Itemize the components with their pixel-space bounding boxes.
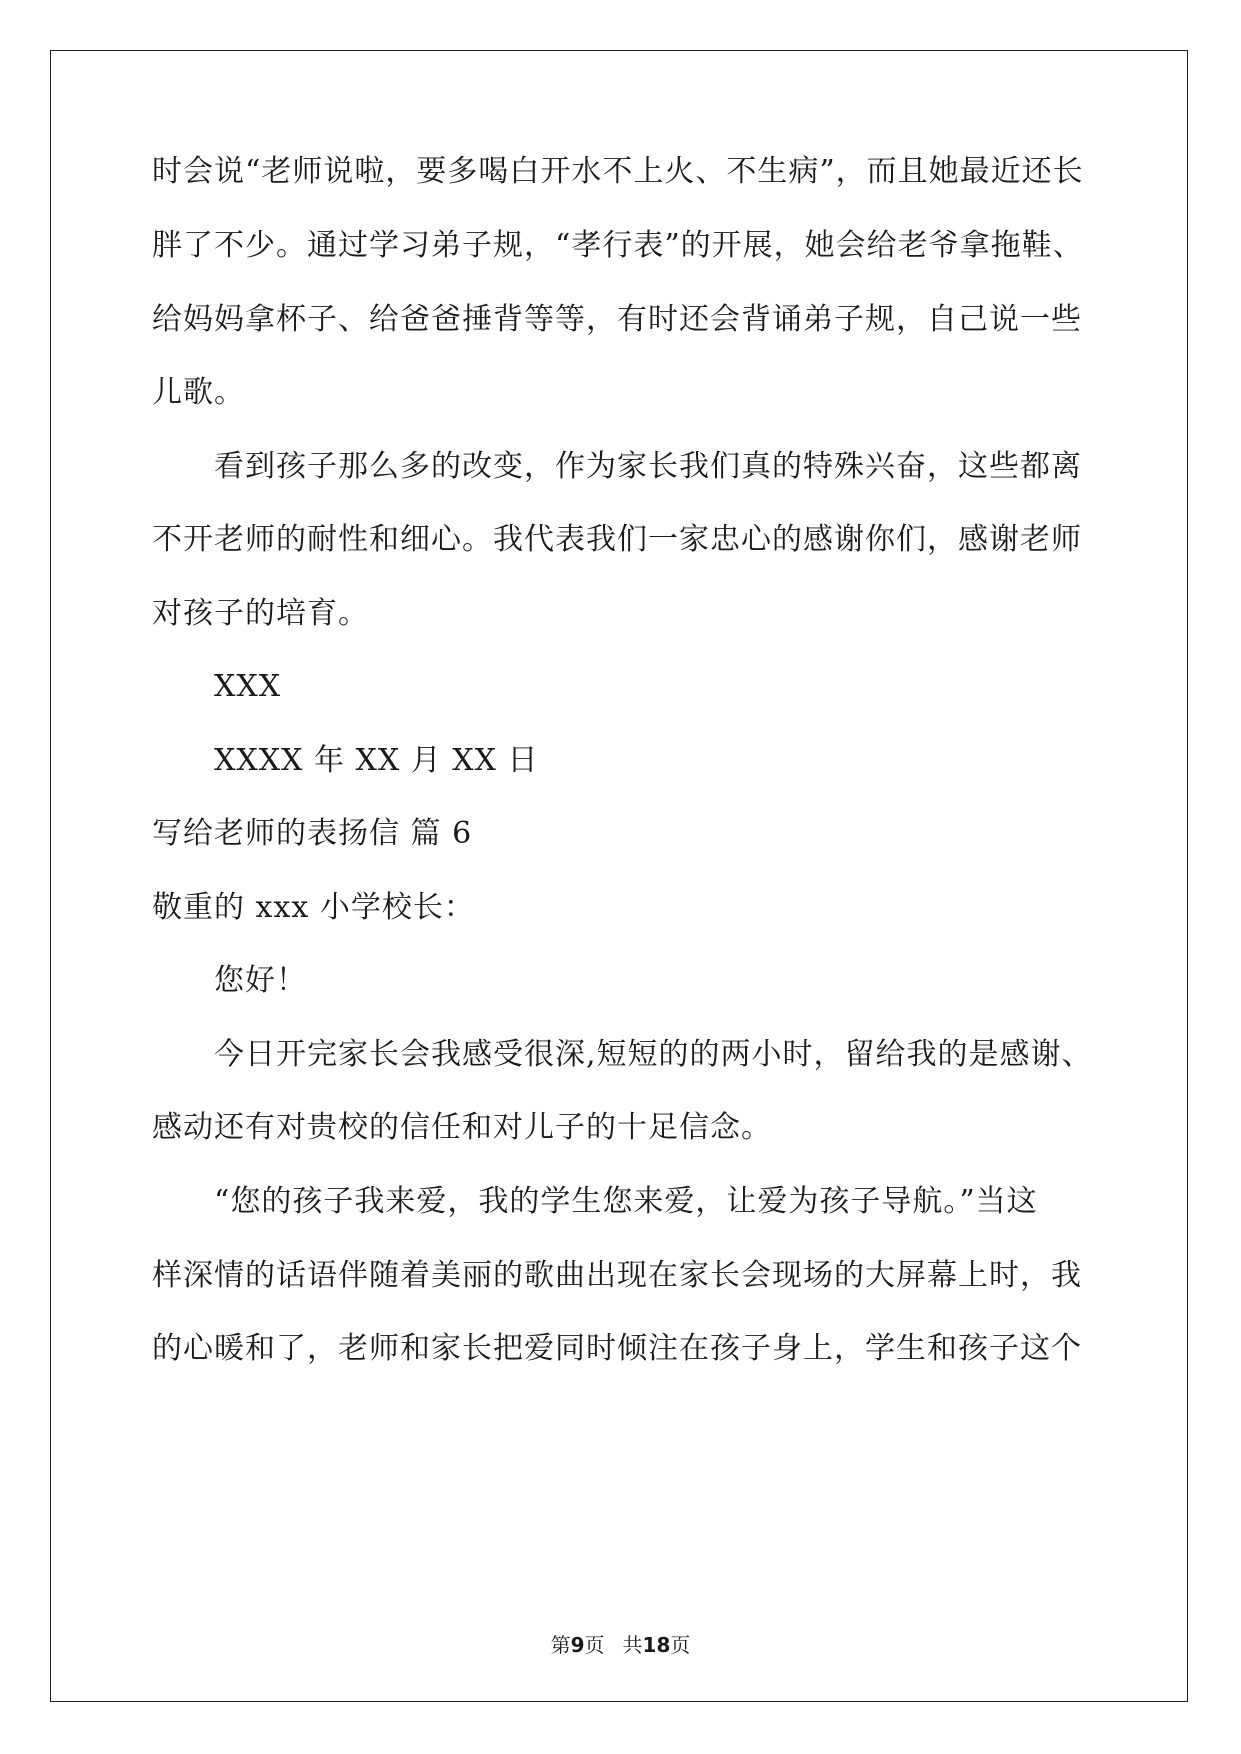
greeting: 您好！ bbox=[214, 963, 307, 998]
current-page-number: 9 bbox=[570, 1633, 585, 1657]
signature-date: XXXX 年 XX 月 XX 日 bbox=[214, 743, 539, 778]
text-line: 的心暖和了，老师和家长把爱同时倾注在孩子身上，学生和孩子这个 bbox=[152, 1331, 1082, 1366]
footer-prefix: 第 bbox=[550, 1633, 571, 1657]
salutation: 敬重的 xxx 小学校长： bbox=[152, 890, 475, 925]
section-heading: 写给老师的表扬信 篇 6 bbox=[152, 816, 473, 851]
page-border bbox=[50, 50, 1188, 1702]
text-line: 时会说“老师说啦，要多喝白开水不上火、不生病”，而且她最近还长 bbox=[152, 154, 1084, 189]
text-line: 不开老师的耐性和细心。我代表我们一家忠心的感谢你们，感谢老师 bbox=[152, 522, 1082, 557]
text-line: 对孩子的培育。 bbox=[152, 596, 369, 631]
text-line: 今日开完家长会我感受很深,短短的的两小时，留给我的是感谢、 bbox=[214, 1037, 1093, 1072]
text-line: 样深情的话语伴随着美丽的歌曲出现在家长会现场的大屏幕上时，我 bbox=[152, 1258, 1082, 1293]
total-page-count: 18 bbox=[642, 1633, 671, 1657]
text-line: 看到孩子那么多的改变，作为家长我们真的特殊兴奋，这些都离 bbox=[214, 449, 1082, 484]
text-line: 给妈妈拿杯子、给爸爸捶背等等，有时还会背诵弟子规，自己说一些 bbox=[152, 302, 1082, 337]
page-footer bbox=[0, 1629, 1241, 1658]
signature-name: XXX bbox=[214, 669, 282, 704]
text-line: “您的孩子我来爱，我的学生您来爱，让爱为孩子导航。”当这 bbox=[214, 1184, 1038, 1219]
footer-page-suffix: 页 bbox=[584, 1633, 605, 1657]
text-line: 儿歌。 bbox=[152, 375, 245, 410]
footer-total-suffix: 页 bbox=[670, 1633, 691, 1657]
footer-total-prefix: 共 bbox=[622, 1633, 643, 1657]
text-line: 胖了不少。通过学习弟子规，“孝行表”的开展，她会给老爷拿拖鞋、 bbox=[152, 228, 1084, 263]
text-line: 感动还有对贵校的信任和对儿子的十足信念。 bbox=[152, 1110, 772, 1145]
